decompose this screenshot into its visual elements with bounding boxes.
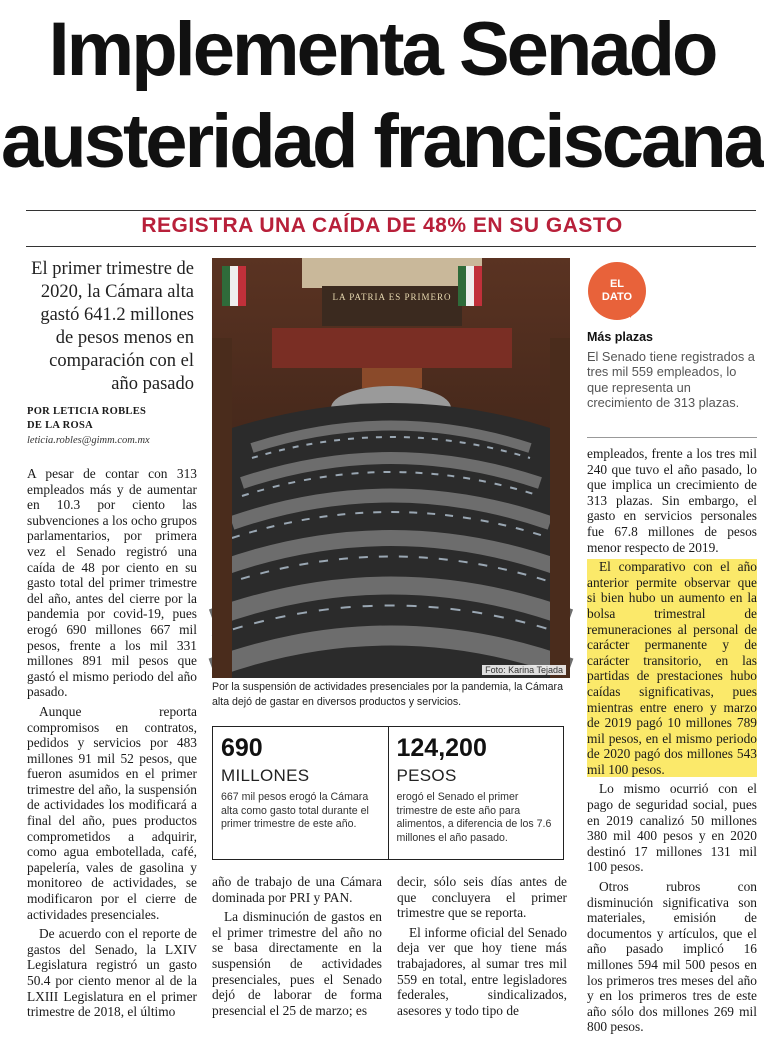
lead-summary: El primer trimestre de 2020, la Cámara alta gastó 641.2 millones de pesos menos en comparación con el año pasado <box>31 259 194 394</box>
paragraph: empleados, frente a los tres mil 240 que tuvo el año pasado, lo que implica un crecimiento de 313 plazas. Sin embargo, el gasto en servicios personales fue 67.8 millones de pesos menor respecto de 2019. <box>587 446 757 555</box>
dato-title: Más plazas <box>587 330 654 344</box>
byline-name: POR LETICIA ROBLES <box>27 406 147 417</box>
photo-credit: Foto: Karina Tejada <box>482 665 566 675</box>
subhead: REGISTRA UNA CAÍDA DE 48% EN SU GASTO <box>141 214 623 237</box>
paragraph: El informe oficial del Senado deja ver que hoy tiene más trabajadores, al sumar tres mil 559 en total, entre legisladores federales, sindicalizados, asesores y todo tipo de <box>397 924 567 1018</box>
headline-line-1: Implementa Senado <box>48 7 716 92</box>
paragraph: De acuerdo con el reporte de gastos del Senado, la LXIV Legislatura registró un gasto 50.4 por ciento menor al de la LXIII Legislatura en el primer trimestre de 2018, el último <box>27 926 197 1020</box>
senate-chamber-photo <box>212 258 570 678</box>
paragraph: Aunque reporta compromisos en contratos, pedidos y servicios por 483 millones 91 mil 52 pesos, que fueron asumidos en el primer trimestre del año, la suspensión de actividades los modificará a final del año, pues productos comprometidos a adquirir, como agua embotellada, café, papelería, vales de gasolina y monitoreo de actividades, se modificaron por el cierre de actividades presenciales. <box>27 703 197 922</box>
stat-description: erogó el Senado el primer trimestre de este año para alimentos, a diferencia de los 7.6 millones el año pasado. <box>396 791 552 844</box>
chamber-banner-text: LA PATRIA ES PRIMERO <box>332 292 452 302</box>
stat-number: 124,200 <box>396 734 487 762</box>
article-column-2 <box>212 874 382 1022</box>
subhead-rule <box>26 246 756 247</box>
badge-line-2: DATO <box>601 291 633 303</box>
article-column-1 <box>27 466 197 1024</box>
paragraph: A pesar de contar con 313 empleados más y de aumentar en 10.3 por ciento las subvenciones a los ocho grupos parlamentarios, por primera vez el Senado registró una caída de 48 por ciento en su gasto total del primer trimestre del año, antes del cierre por la pandemia por covid-19, pues erogó 690 millones 667 mil pesos, frente a los mil 331 millones 891 mil pesos que gastó el mismo periodo del año pasado. <box>27 466 197 700</box>
byline-name-2: DE LA ROSA <box>27 420 94 431</box>
byline <box>27 405 197 433</box>
stat-food-spend <box>388 727 564 859</box>
headline-line-2: austeridad franciscana <box>1 99 763 184</box>
senate-chamber-illustration <box>212 258 570 678</box>
paragraph: decir, sólo seis días antes de que concluyera el primer trimestre que se reporta. <box>397 874 567 921</box>
dato-text: El Senado tiene registrados a tres mil 559 empleados, lo que representa un crecimiento de 313 plazas. <box>587 349 755 411</box>
stat-unit: PESOS <box>396 766 457 785</box>
paragraph: La disminución de gastos en el primer trimestre del año no se basa directamente en la suspensión de actividades presenciales, pues el Senado dejó de laborar de forma presencial el 25 de marzo; es <box>212 909 382 1018</box>
badge-tail <box>630 306 640 318</box>
stat-number: 690 <box>221 734 263 762</box>
article-column-3 <box>397 874 567 1022</box>
paragraph: Otros rubros con disminución significativa son materiales, emisión de documentos y artículos, que el año pasado implicó 16 millones 594 mil 500 pesos en los primeros tres meses del año y en los primeros tres de este año sólo dos millones 269 mil 800 pesos. <box>587 879 757 1035</box>
top-rule <box>26 210 756 211</box>
paragraph: Lo mismo ocurrió con el pago de seguridad social, pues en 2019 canalizó 50 millones 380 mil 400 pesos y en 2020 destinó 17 millones 131 mil 100 pesos. <box>587 781 757 875</box>
photo-caption: Por la suspensión de actividades presenciales por la pandemia, la Cámara alta dejó de gastar en diversos productos y servicios. <box>212 681 563 708</box>
article-column-4 <box>587 446 757 1039</box>
paragraph: año de trabajo de una Cámara dominada por PRI y PAN. <box>212 874 382 905</box>
stat-total-spend <box>213 727 388 859</box>
stat-unit: MILLONES <box>221 766 310 785</box>
headline <box>0 4 764 188</box>
author-email: leticia.robles@gimm.com.mx <box>27 435 150 446</box>
stat-description: 667 mil pesos erogó la Cámara alta como gasto total durante el primer trimestre de este año. <box>221 791 369 830</box>
dato-rule <box>587 437 757 438</box>
highlighted-paragraph: El comparativo con el año anterior permite observar que si bien hubo un aumento en la bolsa trimestral de remuneraciones al personal de carácter permanente y de carácter transitorio, en las partidas de prestaciones hubo caídas significativas, pues mientras entre enero y marzo de 2019 pagó 10 millones 789 mil pesos, en el mismo periodo de 2020 pagó dos millones 543 mil 100 pesos. <box>587 559 757 777</box>
stats-box <box>212 726 564 860</box>
badge-line-1: EL <box>609 278 625 290</box>
